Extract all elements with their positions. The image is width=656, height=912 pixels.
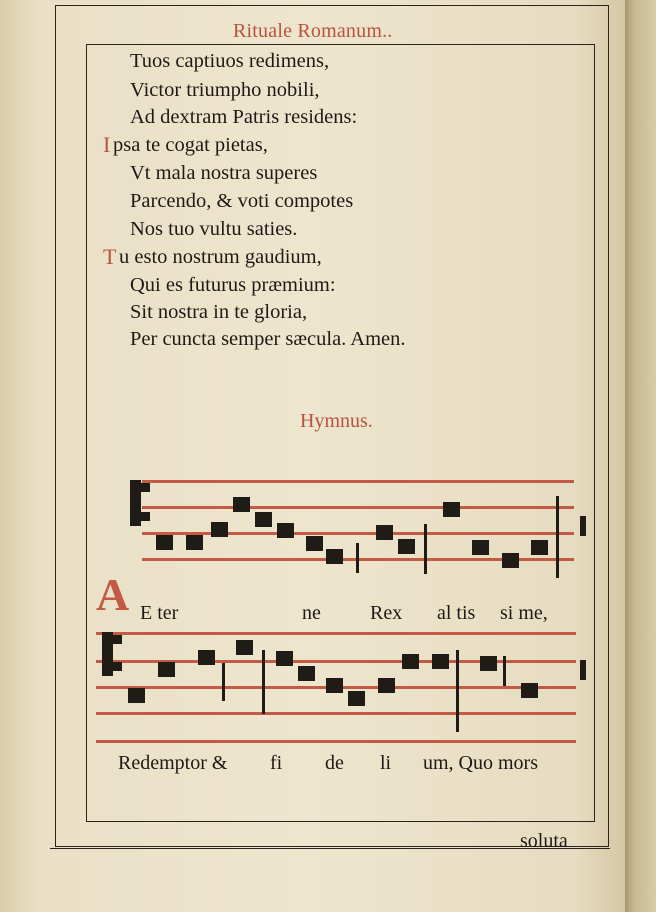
square-neume xyxy=(233,497,250,512)
hymn-line: Vt mala nostra superes xyxy=(130,162,318,184)
square-neume xyxy=(128,688,145,703)
staff-line xyxy=(96,712,576,715)
rubric-initial: T xyxy=(103,244,117,269)
staff-line xyxy=(96,632,576,635)
square-neume xyxy=(277,523,294,538)
square-neume xyxy=(156,535,173,550)
square-neume xyxy=(326,678,343,693)
chant-syllable: li xyxy=(380,752,392,774)
chant-syllable: fi xyxy=(270,752,283,774)
decorated-initial: A xyxy=(96,569,130,620)
c-clef-icon xyxy=(112,662,122,671)
square-neume xyxy=(432,654,449,669)
hymn-line: Parcendo, & voti compotes xyxy=(130,190,354,212)
square-neume xyxy=(402,654,419,669)
square-neume xyxy=(376,525,393,540)
hymn-line: Victor triumpho nobili, xyxy=(130,79,320,101)
hymn-line: Nos tuo vultu saties. xyxy=(130,218,298,240)
hymnus-heading: Hymnus. xyxy=(300,410,373,432)
hymn-line: Qui es futurus præmium: xyxy=(130,274,336,296)
square-neume xyxy=(398,539,415,554)
chant-syllable: E ter xyxy=(140,602,179,624)
staff-line xyxy=(142,506,574,509)
note-stem xyxy=(262,650,265,714)
note-stem xyxy=(356,543,359,573)
square-neume xyxy=(378,678,395,693)
barline xyxy=(556,496,559,578)
square-neume xyxy=(198,650,215,665)
square-neume xyxy=(443,502,460,517)
note-stem xyxy=(424,524,427,574)
square-neume xyxy=(211,522,228,537)
running-header: Rituale Romanum.. xyxy=(233,20,393,42)
rubric-initial: I xyxy=(103,132,111,157)
barline xyxy=(456,650,459,732)
chant-syllable: si me, xyxy=(500,602,548,624)
square-neume xyxy=(326,549,343,564)
square-neume xyxy=(298,666,315,681)
chant-syllable: Redemptor & xyxy=(118,752,228,774)
c-clef-icon xyxy=(112,635,122,644)
c-clef-icon xyxy=(140,483,150,492)
staff-line xyxy=(142,532,574,535)
square-neume xyxy=(186,535,203,550)
square-neume xyxy=(480,656,497,671)
hymn-line: Tuos captiuos redimens, xyxy=(130,50,330,72)
catchword: soluta xyxy=(520,830,568,852)
hymn-line: psa te cogat pietas, xyxy=(113,134,268,156)
staff-line xyxy=(96,740,576,743)
staff-line xyxy=(142,480,574,483)
hymn-line: Sit nostra in te gloria, xyxy=(130,301,308,323)
square-neume xyxy=(255,512,272,527)
inner-text-frame xyxy=(86,44,595,822)
chant-syllable: Rex xyxy=(370,602,403,624)
chant-syllable: de xyxy=(325,752,344,774)
square-neume xyxy=(531,540,548,555)
custos-icon xyxy=(580,516,586,536)
square-neume xyxy=(472,540,489,555)
chant-syllable: al tis xyxy=(437,602,476,624)
custos-icon xyxy=(580,660,586,680)
square-neume xyxy=(521,683,538,698)
chant-syllable: ne xyxy=(302,602,321,624)
c-clef-icon xyxy=(140,512,150,521)
note-stem xyxy=(503,656,506,686)
hymn-line: Ad dextram Patris residens: xyxy=(130,106,358,128)
square-neume xyxy=(502,553,519,568)
square-neume xyxy=(276,651,293,666)
note-stem xyxy=(222,663,225,701)
square-neume xyxy=(158,662,175,677)
hymn-line: u esto nostrum gaudium, xyxy=(119,246,322,268)
chant-syllable: um, Quo mors xyxy=(423,752,538,774)
square-neume xyxy=(236,640,253,655)
square-neume xyxy=(306,536,323,551)
hymn-line: Per cuncta semper sæcula. Amen. xyxy=(130,328,406,350)
square-neume xyxy=(348,691,365,706)
facing-page-edge xyxy=(625,0,656,912)
